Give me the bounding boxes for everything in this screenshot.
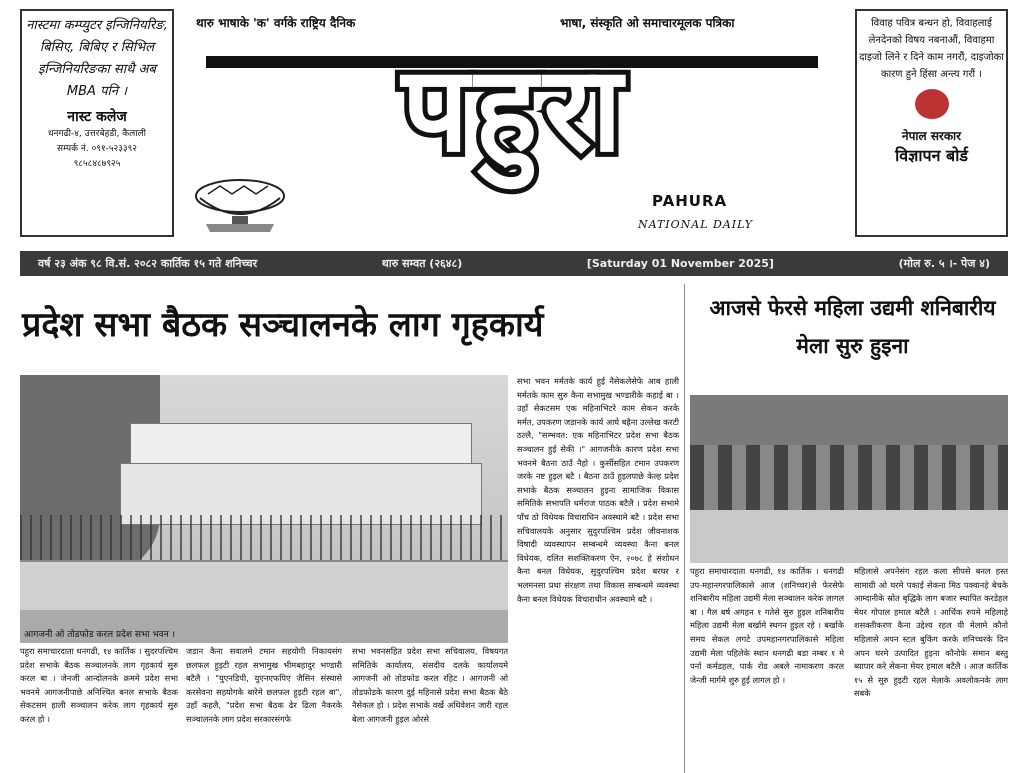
side-col2-text: महिलासे अपनेसंग रहल कला सीपसे बनल हस्त सामाग्री ओ घरमे पकाई सेकना मिठ पक्वानहे बेचके आम्दानीके स्रोत बृद्धिके लाग बजार स्थापित करडेहल मेयर गोपाल हमाल बटैलै । आर्थिक रुपमे महिलाहे शसक्तीकरण कैना उद्देश्य रहल यी मेलामे कौनो महिलासे अपन स्टल बुकिंग करके शनिच्चरके दिन अपन घरमे उत्पादित हुइना कौनोफे समान बस्तु ब्यापार करे सेकना मेयर हमाल बटैलै । आज कार्तिक १५ से सुरु हुइटी रहल मेलाके अवलोकनके लाग सबके <box>854 566 1008 699</box>
crowd <box>690 445 1008 515</box>
left-college-ad <box>20 9 174 237</box>
left-ad-text: नास्टमा कम्प्युटर इन्जिनियरिङ, बिसिए, बिबिए र सिभिल इन्जिनियरिङका साथै अब MBA पनि । <box>26 18 168 99</box>
right-ad-text: विवाह पवित्र बन्धन हो, विवाहलाई लेनदेनको विषय नबनाऔं, विवाहमा दाइजो लिने र दिने काम नगरौं, दाइजोका कारण हुने हिंसा अन्त्य गरौं । <box>859 18 1004 80</box>
gate-wall <box>20 560 508 612</box>
building-top <box>130 423 472 465</box>
masthead-title: पहुरा <box>401 40 629 178</box>
right-ad-gov: नेपाल सरकार <box>901 129 962 143</box>
main-article-col2 <box>186 645 342 773</box>
col1-text: पहुरा समाचारदाता धनगढी, १४ कार्तिक । सुदरपश्चिम प्रदेश सभाके बैठक सञ्चालनके लाग गृहकार्य सुरु करल बा । जेनजी आन्दोलनके क्रममे प्रदेश सभा भवनमे आगजनीपाछे अनिश्चित बनल सभाके बैठक सेकटसम हाली सञ्चालन करेक लाग गृहकार्य सुरु करल हो । <box>20 646 178 724</box>
masthead-latin: PAHURA <box>652 192 728 210</box>
column-divider <box>684 284 685 773</box>
main-headline: प्रदेश सभा बैठक सञ्चालनके लाग गृहकार्य <box>22 305 544 345</box>
col3-text: सभा भवनसहित प्रदेश सभा सचिवालय, विषयगत समितिके कार्यालय, संसदीय दलके कार्यालयमे आगजनी ओ तोडफोड करल रहिट । आगजनी ओ तोडफोडके कारण दुई महिनासे प्रदेश सभा बैठक बैठे नैसेकल हो । प्रदेश सभाके वर्खे अधिवेशन जारी रहल बेला आगजनी हुइल ओरसे <box>352 646 508 724</box>
masthead <box>200 34 830 194</box>
main-article-col4 <box>517 375 679 773</box>
masthead-subtitle: NATIONAL DAILY <box>638 218 754 231</box>
issue-info: वर्ष २३ अंक ९८ वि.सं. २०८२ कार्तिक १५ गते शनिच्चर <box>38 257 258 270</box>
nepal-emblem-icon <box>915 89 949 119</box>
left-ad-college: नास्ट कलेज <box>67 109 127 125</box>
tagline-right: भाषा, संस्कृति ओ समाचारमूलक पत्रिका <box>560 16 735 30</box>
side-col1-text: पहुरा समाचारदाता धनगढी, १४ कार्तिक । धनगढी उप-महानगरपालिकासे आज (शनिच्चर)से फेरसेफे शनिबारीय महिला उद्यमी मेला सञ्चालन करेक लागल बा । गैल बर्ष अगहन १ गतेसे सुरु हुइल शनिबारीय महिला उद्यमी मेला बर्खामे स्थगन हुइल रहे । बर्खाके समय सेकल लगटे उपमहानगरपालिकासे महिला उद्यमी मेला पहिलेके स्थान धनगढी बडा नम्बर १ मे पर्ना कर्मडहल, पार्क रोड अबले नामाकरण करल जेन्जी मार्गमे शुरु हुई लागल हो । <box>690 566 844 685</box>
main-article-col1 <box>20 645 178 773</box>
left-ad-address: धनगढी-४, उत्तरबेहडी, कैलाली <box>47 129 147 139</box>
photo1-caption: आगजनी ओ तोडफोड करल प्रदेश सभा भवन । <box>24 630 176 640</box>
left-ad-phone1: सम्पर्क नं. ०९१-५२३३९२ <box>57 144 137 154</box>
side-article-col2 <box>854 565 1008 773</box>
main-article-col3 <box>352 645 508 773</box>
stalls <box>690 510 1008 563</box>
assembly-building-photo <box>20 375 508 643</box>
right-govt-ad <box>855 9 1008 237</box>
issue-strip <box>20 251 1008 276</box>
tagline-left: थारु भाषाके 'क' वर्गके राष्ट्रिय दैनिक <box>196 16 356 30</box>
left-ad-phone2: ९८५८४८७९२५ <box>73 159 121 169</box>
price: (मोल रु. ५ ।- पेज ४) <box>898 257 990 270</box>
basket-logo-icon <box>192 170 288 236</box>
english-date: [Saturday 01 November 2025] <box>586 257 774 270</box>
col2-text: जडान कैना सवालमे टमान सहयोगी निकायसंग छलफल हुइटी रहल सभामुख भीमबहादुर भण्डारी बटैलै । "युएनडिपी, युएनएफपिए जैसिन संस्थासे करसेवना सहयोगके बारेमे छलफल हुइटी रहल बा", उहाँ कहलै, "प्रदेश सभा बैठक ढेर ढिला नैकरके सञ्चालनके लाग प्रदेश सरकारसंगफे <box>186 646 342 724</box>
side-article-col1 <box>690 565 844 773</box>
women-fair-photo <box>690 395 1008 563</box>
col4-text: सभा भवन मर्मतके कार्य हुई नैसेकलेसेफे आब हाली मर्मतके काम सुरु कैना सभामुख भण्डारीके कहाई बा । उहाँ सेकटसम एक महिनाभिटरे काम सेकन करके मर्मत, उपकरण जडानके कार्य आघे बह्रैना उल्लेख करटी ठल्लै, "सम्भवत: एक महिनाभिटर प्रदेश सभा बैठक सञ्चालन हुई सेकी ।" आगजनीके कारण प्रदेश सभा भवनमे बैठना ठाउँ नैहो । कुर्सीसहित टमान उपकरण जरके नष्ट हुइल बटै । बैठना ठाउँ हुइलपाछे केल्ह प्रदेश सभाके बैठक सञ्चालन हुइना सामाजिक विकास समितिके सभापति धर्मराज पाठक बटैलै । प्रदेश सभामे पाँच ठो विधेयक विचाराधिन अवस्थामे बटै । प्रदेश सभा सचिवालयके अनुसार सुदुरपश्चिम प्रदेश जीवनाशक विषादी व्यवस्थापन सम्बन्धमे व्यवस्था कैना बनल विधेयक, दलित सशक्तिकरण ऐन, २०७८ हे संशोधन कैना बनल विधेयक, सुदुरपश्चिम प्रदेश बरघर र भलमनसा प्रथा संरक्षण तथा विकास सम्बन्धमे व्यवस्था कैना बनल विधेयक विचाराधीन अवस्थामे बटै । <box>517 376 679 604</box>
side-headline: आजसे फेरसे महिला उद्यमी शनिबारीय मेला सुरु हुइना <box>709 296 996 358</box>
right-ad-board: विज्ञापन बोर्ड <box>895 146 968 165</box>
tharu-year: थारु सम्वत (२६४८) <box>381 257 463 270</box>
